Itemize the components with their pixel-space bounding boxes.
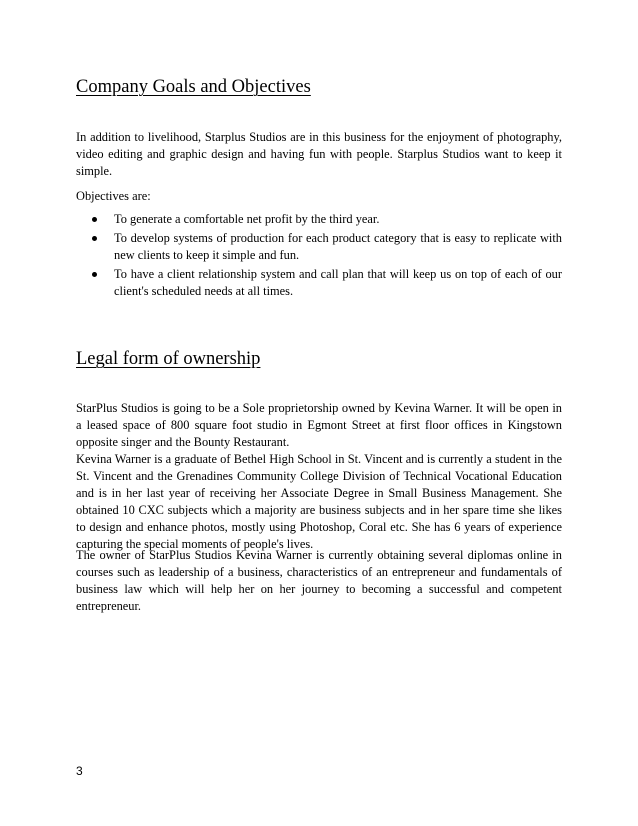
objective-text: To develop systems of production for each product category that is easy to replicate with new clients to keep it simple and fun. [114, 231, 562, 262]
section-heading-goals: Company Goals and Objectives [76, 77, 311, 97]
goals-intro-paragraph: In addition to livelihood, Starplus Studios are in this business for the enjoyment of photography, video editing and graphic design and having fun with people. Starplus Studios want to keep it simple. [76, 130, 562, 178]
bullet-icon [92, 236, 97, 241]
legal-paragraph-2: Kevina Warner is a graduate of Bethel High School in St. Vincent and is currently a student in the St. Vincent and the Grenadines Community College Division of Technical Vocational Education and is in her last year of receiving her Associate Degree in Small Business Management. She obtained 10 CXC subjects which a majority are business subjects and in her spare time she likes to design and enhance photos, mostly using Photoshop, Coral etc. She has 6 years of experience capturing the special moments of people's lives. [76, 452, 562, 551]
legal-paragraph-3: The owner of StarPlus Studios Kevina Warner is currently obtaining several diplomas online in courses such as leadership of a business, characteristics of an entrepreneur and fundamentals of business law which will help her on her journey to becoming a successful and competent entrepreneur. [76, 548, 562, 613]
objective-item [76, 230, 562, 264]
bullet-icon [92, 217, 97, 222]
page-number: 3 [76, 764, 83, 778]
section-heading-legal-form: Legal form of ownership [76, 349, 261, 369]
objective-text: To generate a comfortable net profit by the third year. [114, 212, 380, 226]
objective-item [76, 266, 562, 300]
objective-text: To have a client relationship system and call plan that will keep us on top of each of our client's scheduled needs at all times. [114, 267, 562, 298]
objective-item [76, 211, 562, 228]
legal-paragraph-1: StarPlus Studios is going to be a Sole proprietorship owned by Kevina Warner. It will be open in a leased space of 800 square foot studio in Egmont Street at first floor offices in Kingstown opposite singer and the Bounty Restaurant. [76, 401, 562, 449]
objectives-label: Objectives are: [76, 189, 151, 203]
objectives-list [76, 211, 562, 302]
bullet-icon [92, 272, 97, 277]
